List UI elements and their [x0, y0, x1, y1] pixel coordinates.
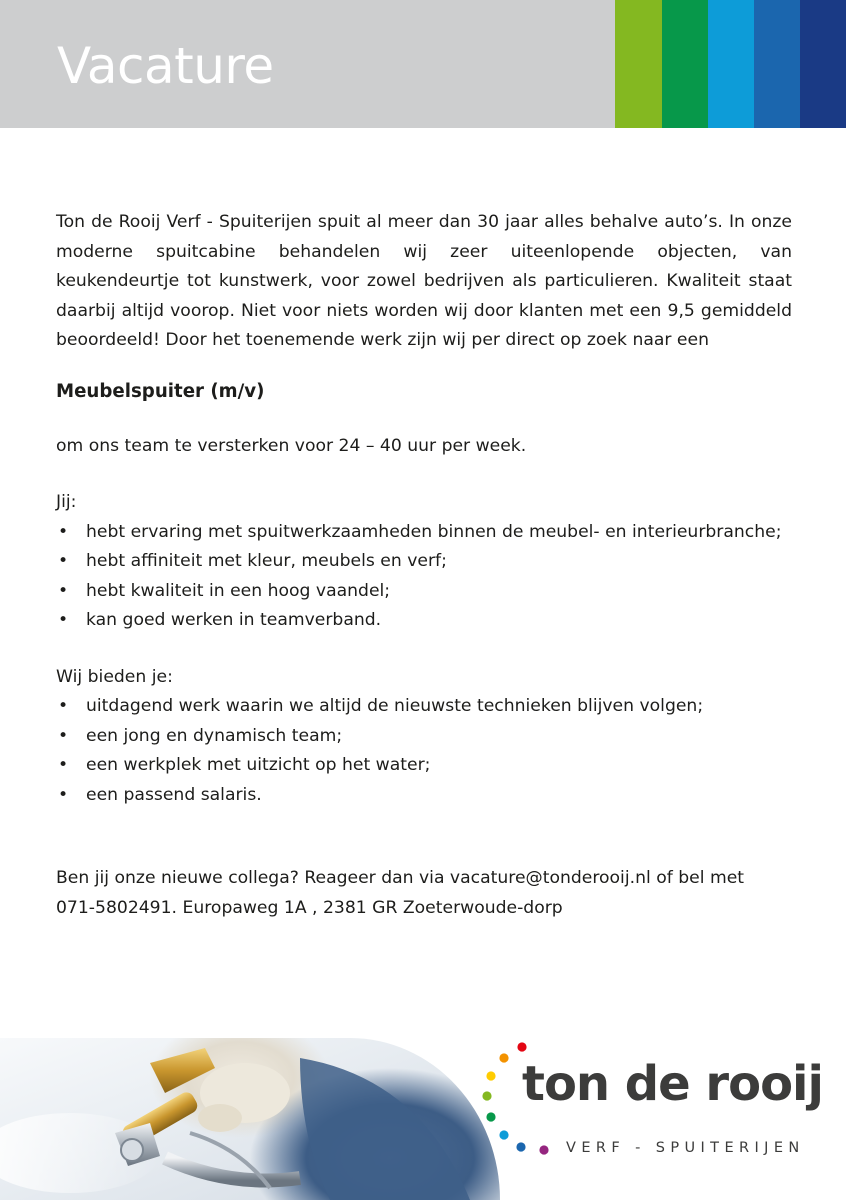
list-item-text: uitdagend werk waarin we altijd de nieuwste technieken blijven volgen; — [86, 696, 704, 716]
company-logo — [478, 1034, 823, 1164]
list-item-text: een jong en dynamisch team; — [86, 725, 343, 746]
job-title: Meubelspuiter (m/v) — [56, 380, 265, 402]
wij-bieden-list — [56, 692, 792, 810]
bullet-icon: • — [58, 551, 69, 571]
logo-name: ton de rooij — [522, 1056, 823, 1112]
color-stripes — [615, 0, 846, 128]
list-item-text: hebt kwaliteit in een hoog vaandel; — [86, 580, 391, 601]
bullet-icon: • — [58, 784, 69, 805]
bullet-icon: • — [58, 755, 69, 775]
jij-list — [56, 518, 792, 636]
list-item-text: een passend salaris. — [86, 784, 262, 805]
stripe-dark-blue — [800, 0, 846, 128]
wij-bieden-label: Wij bieden je: — [56, 666, 173, 687]
team-line: om ons team te versterken voor 24 – 40 uur per week. — [56, 435, 527, 456]
list-item-text: kan goed werken in teamverband. — [86, 610, 382, 630]
logo-dot-purple-icon — [536, 1142, 552, 1158]
intro-paragraph: Ton de Rooij Verf - Spuiterijen spuit al meer dan 30 jaar alles behalve auto’s. In onze moderne spuitcabine behandelen wij zeer uiteenlopende objecten, van keukendeurtje tot kunstwerk, voor zowel bedrijven als particulieren. Kwaliteit staat daarbij altijd voorop. Niet voor niets worden wij door klanten met een 9,5 gemiddeld beoordeeld! Door het toenemende werk zijn wij per direct op zoek naar een — [56, 212, 792, 350]
bullet-icon: • — [58, 521, 69, 542]
list-item-text: hebt affiniteit met kleur, meubels en verf; — [86, 551, 447, 571]
contact-line-2: 071-5802491. Europaweg 1A , 2381 GR Zoeterwoude-dorp — [56, 897, 563, 918]
list-item-text: een werkplek met uitzicht op het water; — [86, 755, 431, 775]
contact-block — [56, 864, 792, 923]
list-item-text: hebt ervaring met spuitwerkzaamheden binnen de meubel- en interieurbranche; — [86, 521, 782, 542]
list-item — [56, 577, 792, 607]
list-item — [56, 692, 792, 722]
logo-tagline: VERF - SPUITERIJEN — [566, 1140, 805, 1156]
stripe-light-blue — [708, 0, 754, 128]
stripe-light-green — [615, 0, 662, 128]
list-item — [56, 722, 792, 752]
spray-gun-photo — [0, 1038, 500, 1200]
jij-label: Jij: — [56, 492, 77, 512]
bullet-icon: • — [58, 610, 69, 630]
list-item — [56, 606, 792, 636]
page-title: Vacature — [57, 37, 274, 95]
header-banner — [0, 0, 846, 128]
bullet-icon: • — [58, 580, 69, 601]
contact-line-1: Ben jij onze nieuwe collega? Reageer dan via vacature@tonderooij.nl of bel met — [56, 868, 745, 888]
list-item — [56, 518, 792, 548]
bullet-icon: • — [58, 696, 69, 716]
stripe-blue — [754, 0, 800, 128]
stripe-green — [662, 0, 708, 128]
list-item — [56, 781, 792, 811]
list-item — [56, 751, 792, 781]
spray-gun-icon — [0, 1038, 500, 1200]
vacancy-body — [56, 208, 792, 923]
bullet-icon: • — [58, 725, 69, 746]
list-item — [56, 547, 792, 577]
